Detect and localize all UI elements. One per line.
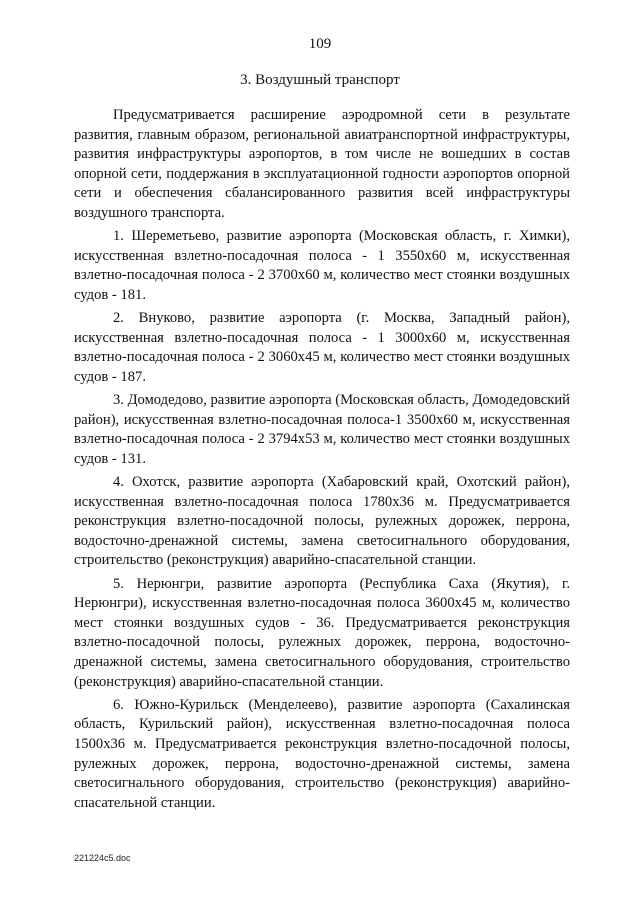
airport-item-yuzhno-kurilsk: 6. Южно-Курильск (Менделеево), развитие аэропорта (Сахалинская область, Курильский район), искусственная взлетно-посадочная полоса 1500x36 м. Предусматривается реконструкция взлетно-посадочной полосы, рулежных дорожек, перрона, водосточно-дренажной системы, замена светосигнального оборудования, строительство (реконструкция) аварийно-спасательной станции. xyxy=(74,696,570,811)
airport-item-sheremetyevo: 1. Шереметьево, развитие аэропорта (Московская область, г. Химки), искусственная взлетно-посадочная полоса - 1 3550x60 м, искусственная взлетно-посадочная полоса - 2 3700x60 м, количество мест стоянки воздушных судов - 181. xyxy=(74,228,570,303)
document-body xyxy=(74,106,570,817)
intro-paragraph: Предусматривается расширение аэродромной сети в результате развития, главным образом, региональной авиатранспортной инфраструктуры, развития инфраструктуры аэропортов, в том числе не вошедших в состав опорной сети, поддержания в эксплуатационной годности аэропортов опорной сети и обеспечения сбалансированного развития всей инфраструктуры воздушного транспорта. xyxy=(74,107,570,221)
airport-item-vnukovo: 2. Внуково, развитие аэропорта (г. Москва, Западный район), искусственная взлетно-посадочная полоса - 1 3000x60 м, искусственная взлетно-посадочная полоса - 2 3060x45 м, количество мест стоянки воздушных судов - 187. xyxy=(74,310,570,385)
airport-item-okhotsk: 4. Охотск, развитие аэропорта (Хабаровский край, Охотский район), искусственная взлетно-посадочная полоса 1780x36 м. Предусматривается реконструкция взлетно-посадочной полосы, рулежных дорожек, перрона, водосточно-дренажной системы, замена светосигнального оборудования, строительство (реконструкция) аварийно-спасательной станции. xyxy=(74,474,570,569)
document-file-code: 221224c5.doc xyxy=(74,853,131,863)
section-title: 3. Воздушный транспорт xyxy=(240,72,400,88)
airport-item-neryungri: 5. Нерюнгри, развитие аэропорта (Республика Саха (Якутия), г. Нерюнгри), искусственная взлетно-посадочная полоса 3600x45 м, количество мест стоянки воздушных судов - 36. Предусматривается реконструкция взлетно-посадочной полосы, рулежных дорожек, перрона, водосточно-дренажной системы, замена светосигнального оборудования, строительство (реконструкция) аварийно-спасательной станции. xyxy=(74,575,570,690)
page-number: 109 xyxy=(308,36,332,52)
airport-item-domodedovo: 3. Домодедово, развитие аэропорта (Московская область, Домодедовский район), искусственная взлетно-посадочная полоса-1 3500x60 м, искусственная взлетно-посадочная полоса - 2 3794x53 м, количество мест стоянки воздушных судов - 131. xyxy=(74,392,570,467)
